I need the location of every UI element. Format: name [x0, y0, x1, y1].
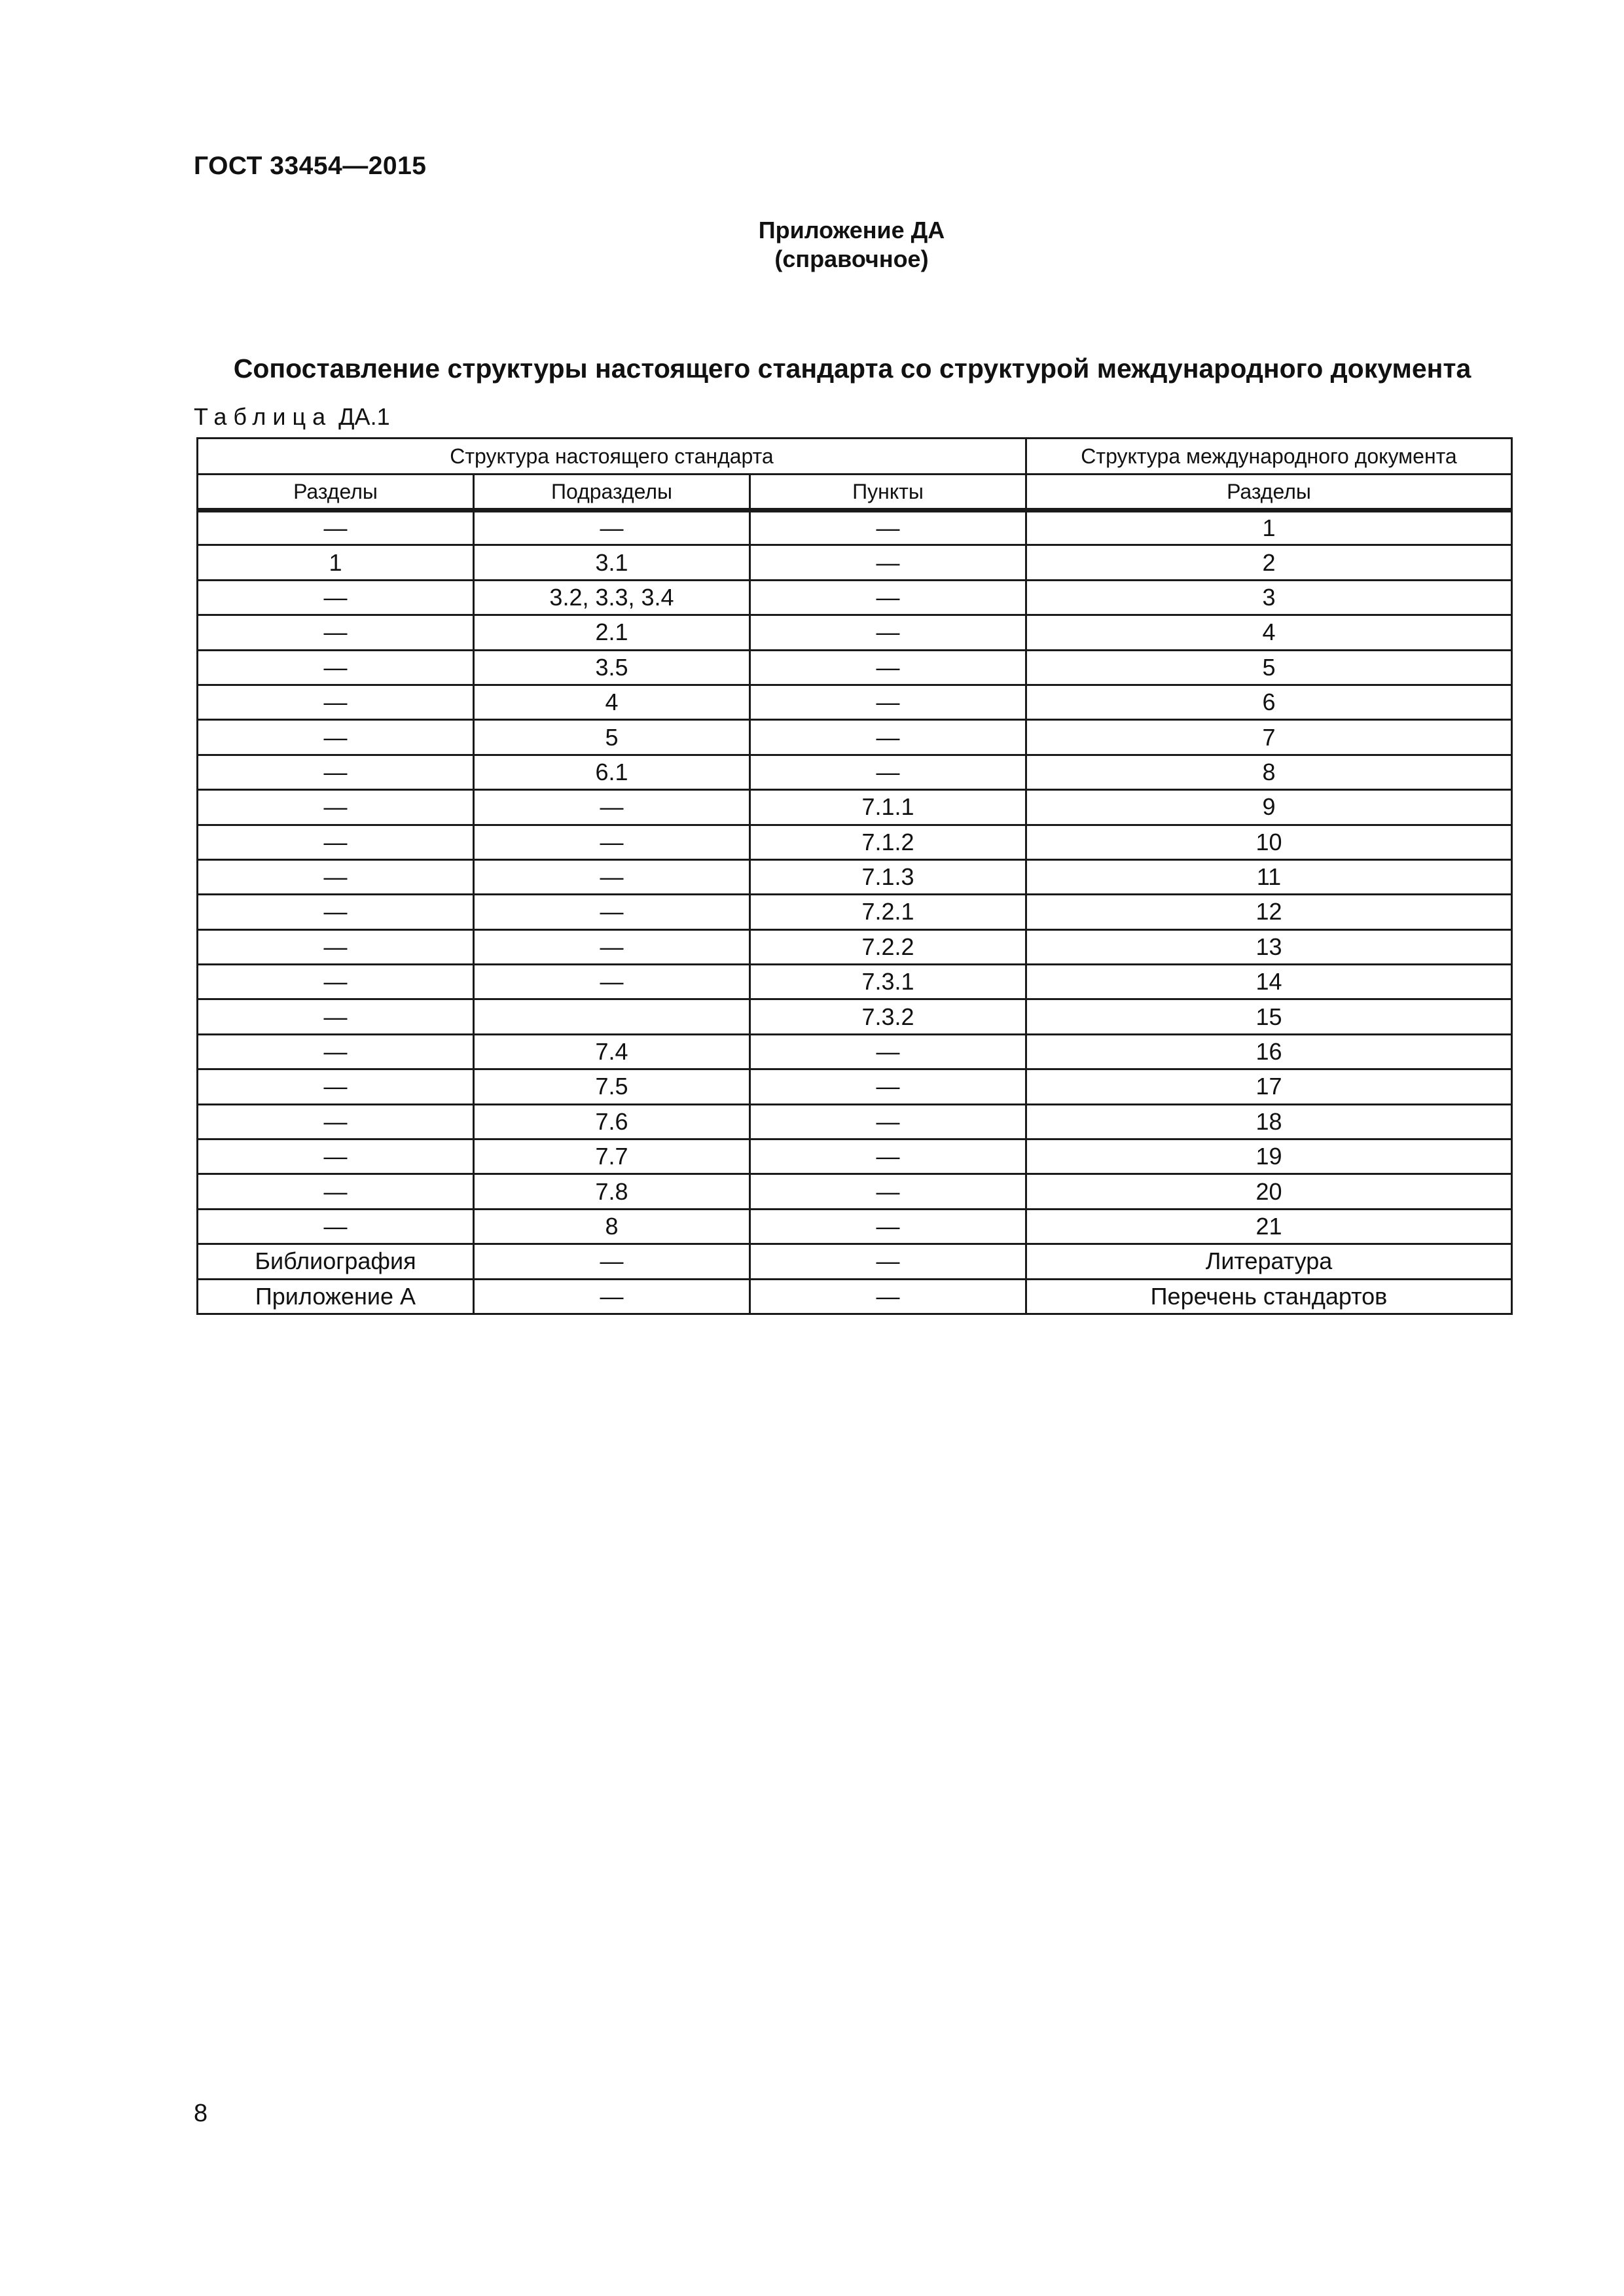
table-cell: — [198, 615, 474, 650]
table-cell: — [198, 1069, 474, 1104]
table-cell: 7.8 [474, 1174, 750, 1209]
table-cell: — [750, 685, 1026, 719]
table-cell: Приложение А [198, 1279, 474, 1314]
table-cell: 20 [1026, 1174, 1512, 1209]
table-row [198, 1209, 1512, 1244]
table-cell: 15 [1026, 999, 1512, 1034]
table-cell: — [474, 1244, 750, 1279]
table-row [198, 1174, 1512, 1209]
table-cell: 7.2.1 [750, 895, 1026, 929]
table-cell: — [474, 859, 750, 894]
table-cell [474, 999, 750, 1034]
table-row [198, 790, 1512, 825]
table-cell: 2.1 [474, 615, 750, 650]
table-cell: — [198, 1174, 474, 1209]
table-cell: — [198, 1104, 474, 1139]
table-cell: — [750, 545, 1026, 580]
column-header: Пункты [750, 475, 1026, 511]
table-cell: 1 [1026, 511, 1512, 545]
table-cell: 7.6 [474, 1104, 750, 1139]
table-cell: 2 [1026, 545, 1512, 580]
table-cell: — [198, 685, 474, 719]
table-cell: 7.1.1 [750, 790, 1026, 825]
table-cell: — [198, 790, 474, 825]
table-cell: — [750, 1244, 1026, 1279]
table-cell: — [198, 720, 474, 755]
table-cell: 4 [474, 685, 750, 719]
table-row [198, 1069, 1512, 1104]
table-cell: — [198, 825, 474, 859]
table-row [198, 965, 1512, 999]
table-cell: 14 [1026, 965, 1512, 999]
table-cell: — [750, 511, 1026, 545]
table-cell: 7 [1026, 720, 1512, 755]
table-cell: — [474, 895, 750, 929]
table-cell: 7.7 [474, 1139, 750, 1174]
table-cell: 7.1.3 [750, 859, 1026, 894]
table-cell: 12 [1026, 895, 1512, 929]
table-cell: 4 [1026, 615, 1512, 650]
table-cell: — [474, 1279, 750, 1314]
table-cell: 19 [1026, 1139, 1512, 1174]
table-cell: — [750, 580, 1026, 615]
table-cell: 3.1 [474, 545, 750, 580]
table-cell: 10 [1026, 825, 1512, 859]
table-caption-prefix: Таблица [194, 403, 333, 430]
table-row [198, 1244, 1512, 1279]
table-caption [194, 403, 390, 431]
table-cell: 7.3.2 [750, 999, 1026, 1034]
table-row [198, 895, 1512, 929]
table-cell: — [474, 825, 750, 859]
table-row [198, 1034, 1512, 1069]
table-cell: — [198, 895, 474, 929]
column-header: Разделы [1026, 475, 1512, 511]
table-cell: — [474, 511, 750, 545]
column-header: Разделы [198, 475, 474, 511]
table-cell: 9 [1026, 790, 1512, 825]
table-cell: 7.3.1 [750, 965, 1026, 999]
table-column-header-row [198, 475, 1512, 511]
page-number: 8 [194, 2100, 208, 2127]
table-cell: 13 [1026, 929, 1512, 964]
table-row [198, 720, 1512, 755]
table-cell: — [750, 1069, 1026, 1104]
comparison-table [196, 437, 1513, 1315]
table-cell: 5 [474, 720, 750, 755]
table-cell: 7.4 [474, 1034, 750, 1069]
table-cell: — [198, 859, 474, 894]
table-cell: 3.5 [474, 650, 750, 685]
table-cell: — [750, 650, 1026, 685]
table-cell: 7.5 [474, 1069, 750, 1104]
table-row [198, 685, 1512, 719]
table-cell: 6 [1026, 685, 1512, 719]
table-body [198, 511, 1512, 1314]
table-cell: — [750, 615, 1026, 650]
table-cell: 21 [1026, 1209, 1512, 1244]
table-row [198, 545, 1512, 580]
table-cell: — [198, 650, 474, 685]
table-cell: — [750, 1174, 1026, 1209]
table-cell: — [750, 1279, 1026, 1314]
table-cell: 3 [1026, 580, 1512, 615]
table-row [198, 825, 1512, 859]
annex-type: (справочное) [774, 245, 929, 272]
table-caption-id: ДА.1 [338, 403, 390, 430]
group-header-current: Структура настоящего стандарта [198, 439, 1026, 475]
table-row [198, 999, 1512, 1034]
group-header-international: Структура международного документа [1026, 439, 1512, 475]
table-cell: Библиография [198, 1244, 474, 1279]
table-row [198, 1104, 1512, 1139]
table-cell: 8 [1026, 755, 1512, 789]
column-header: Подразделы [474, 475, 750, 511]
document-code: ГОСТ 33454—2015 [194, 152, 427, 180]
table-cell: — [198, 580, 474, 615]
table-cell: Перечень стандартов [1026, 1279, 1512, 1314]
table-cell: — [198, 511, 474, 545]
table-cell: 5 [1026, 650, 1512, 685]
annex-title: Приложение ДА [758, 217, 945, 243]
table-cell: — [198, 1139, 474, 1174]
table-row [198, 511, 1512, 545]
table-cell: — [198, 965, 474, 999]
table-cell: — [474, 929, 750, 964]
table-cell: 7.1.2 [750, 825, 1026, 859]
table-cell: — [198, 1209, 474, 1244]
table-cell: 11 [1026, 859, 1512, 894]
table-cell: — [474, 965, 750, 999]
table-cell: 7.2.2 [750, 929, 1026, 964]
table-cell: 8 [474, 1209, 750, 1244]
table-row [198, 755, 1512, 789]
table-cell: 6.1 [474, 755, 750, 789]
table-row [198, 1139, 1512, 1174]
table-row [198, 650, 1512, 685]
table-row [198, 1279, 1512, 1314]
table-row [198, 580, 1512, 615]
table-cell: 1 [198, 545, 474, 580]
table-cell: — [474, 790, 750, 825]
table-cell: — [750, 1104, 1026, 1139]
table-cell: — [198, 929, 474, 964]
section-heading: Сопоставление структуры настоящего стандарта со структурой международного документа [233, 353, 1471, 384]
table-cell: 17 [1026, 1069, 1512, 1104]
table-group-header-row [198, 439, 1512, 475]
table-cell: 16 [1026, 1034, 1512, 1069]
table-cell: — [750, 1139, 1026, 1174]
table-cell: Литература [1026, 1244, 1512, 1279]
table-cell: — [750, 755, 1026, 789]
table-cell: — [750, 720, 1026, 755]
table-cell: 3.2, 3.3, 3.4 [474, 580, 750, 615]
table-row [198, 929, 1512, 964]
table-cell: — [198, 1034, 474, 1069]
table-cell: — [750, 1034, 1026, 1069]
table-cell: — [750, 1209, 1026, 1244]
table-row [198, 615, 1512, 650]
table-cell: 18 [1026, 1104, 1512, 1139]
table-cell: — [198, 755, 474, 789]
table-row [198, 859, 1512, 894]
table-cell: — [198, 999, 474, 1034]
